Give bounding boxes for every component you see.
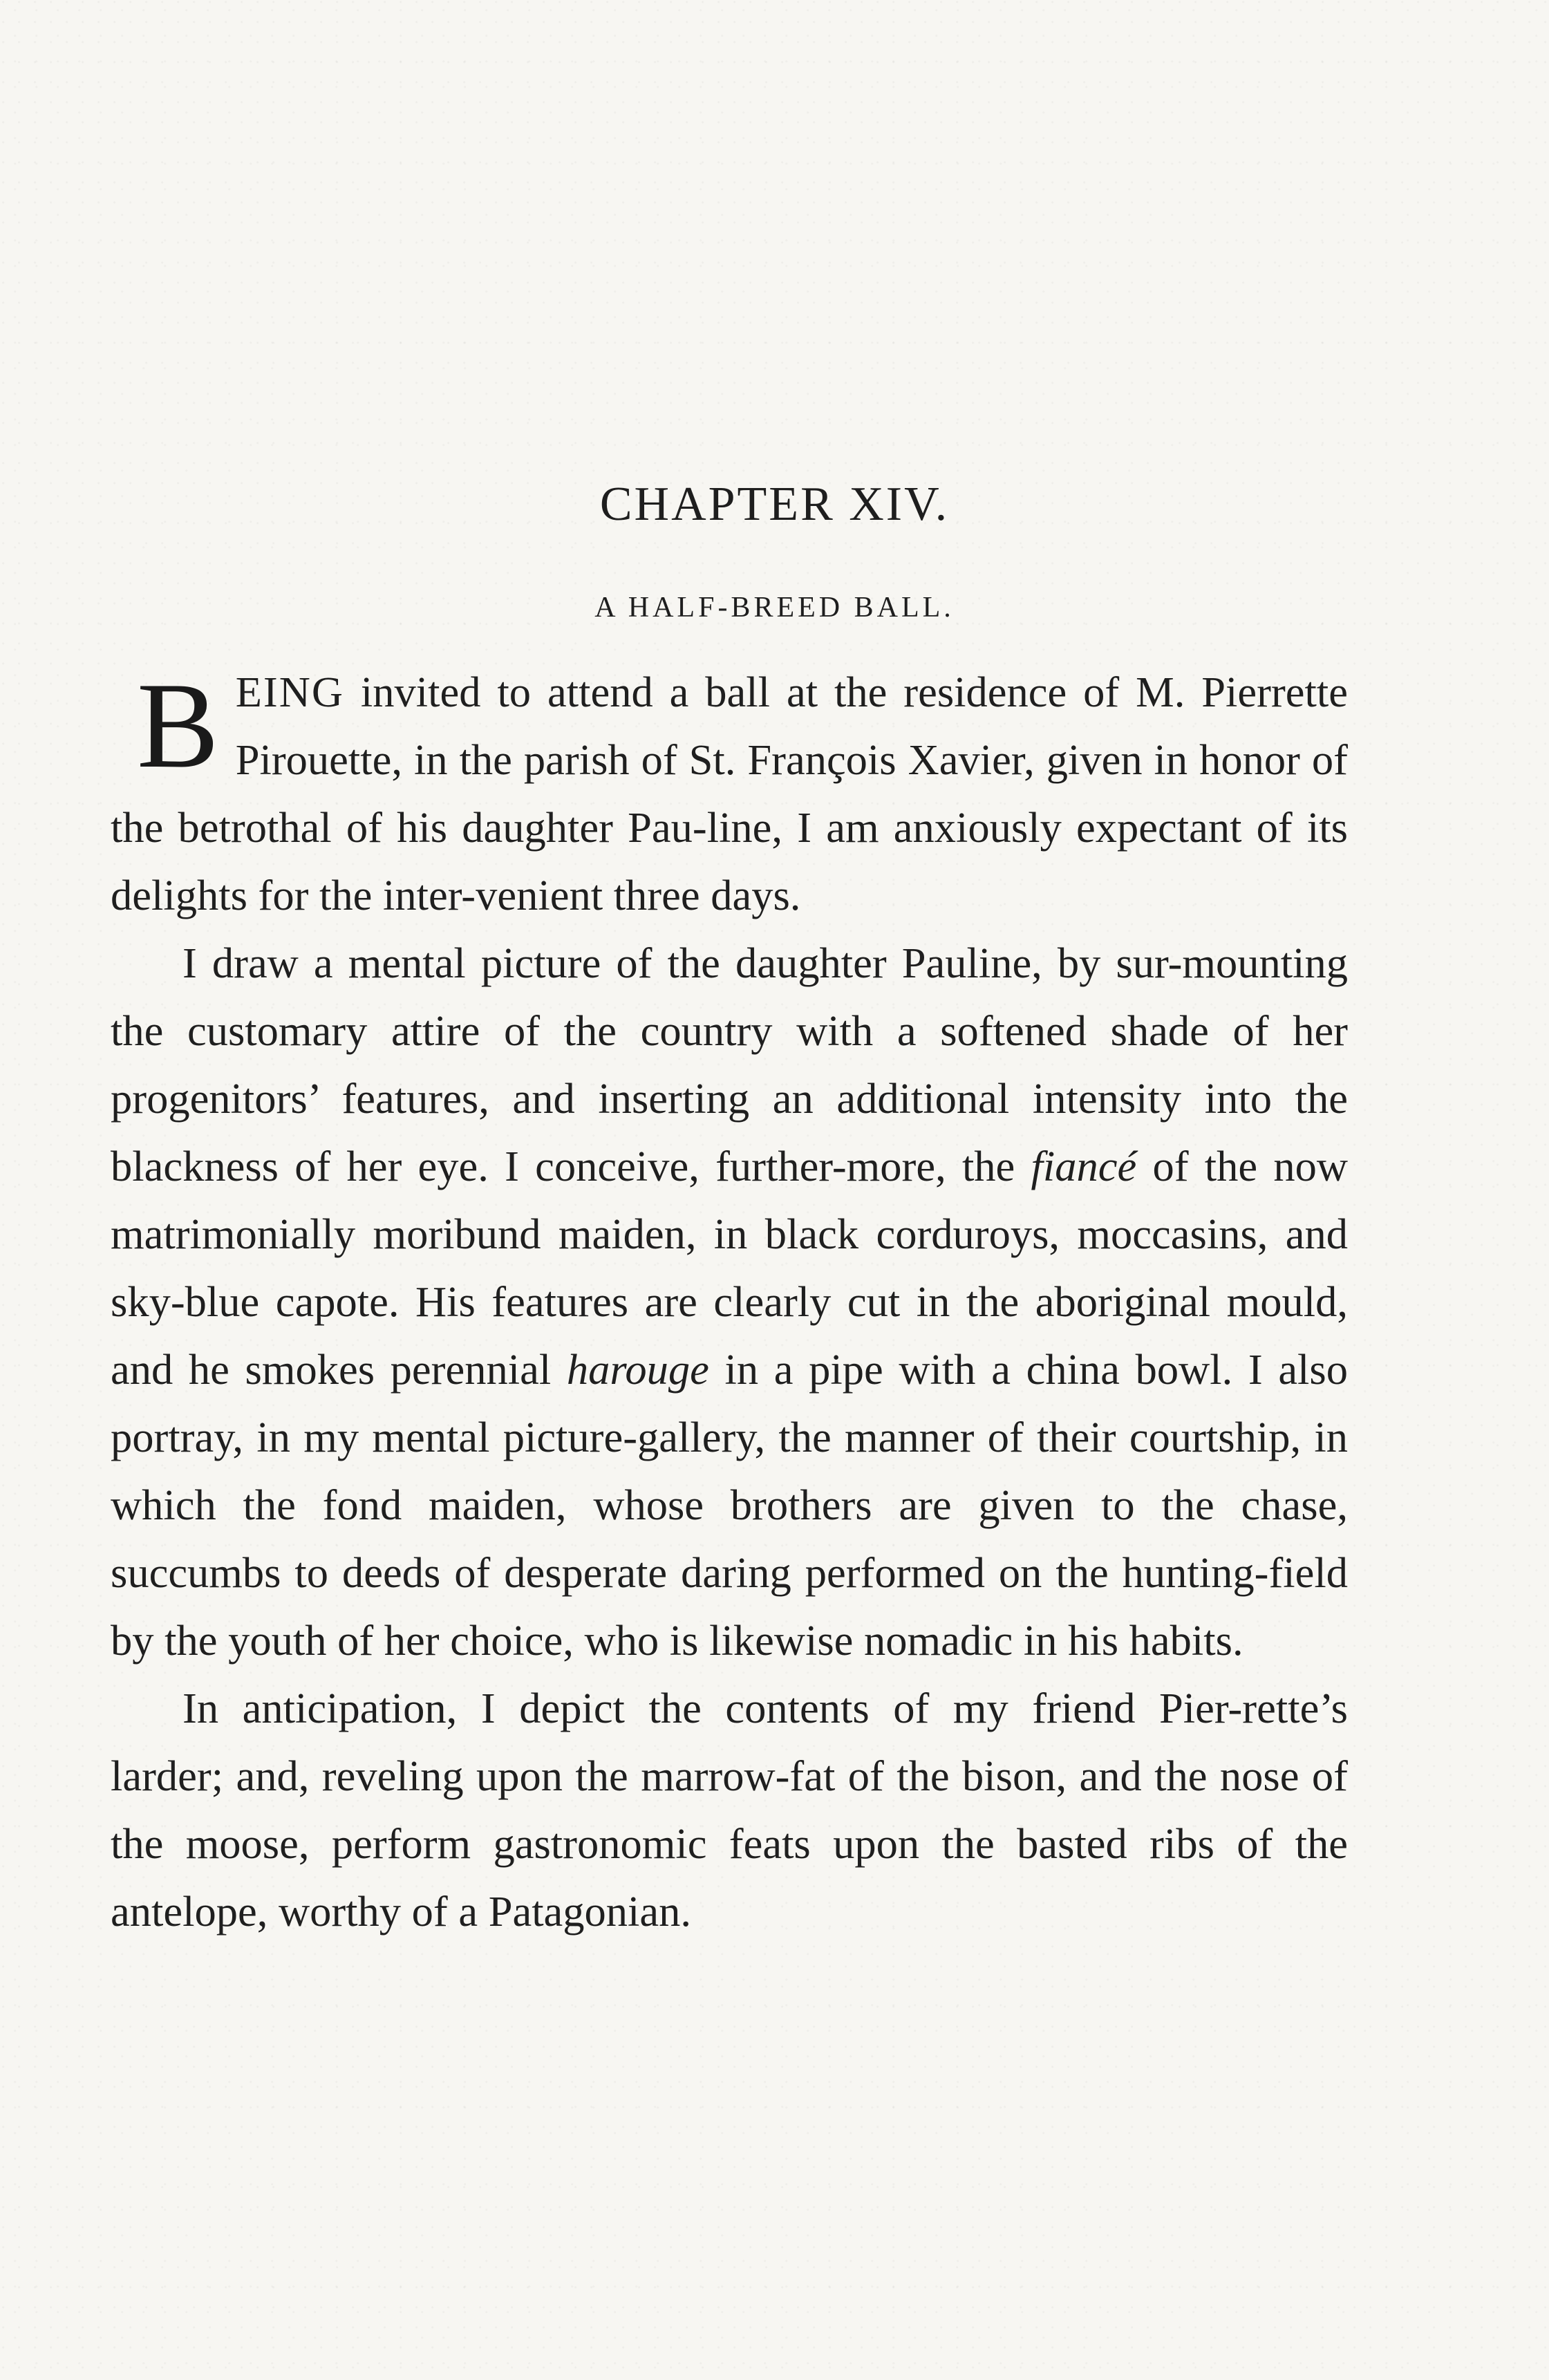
paragraph-3-text: In anticipation, I depict the contents of my friend Pier-rette’s larder; and, reveling upon the marrow-fat of the bison, and the nose of the moose, perform gastronomic feats upon the basted ribs of the antelope, worthy of a Patagonian. (111, 1684, 1348, 1936)
italic-word-fiance: fiancé (1031, 1142, 1137, 1190)
paragraph-1-text: invited to attend a ball at the residence of M. Pierrette Pirouette, in the parish of St. François Xavier, given in honor of the betrothal of his daughter Pau-line, I am anxiously expectant of its delights for the inter-venient three days. (111, 668, 1348, 919)
paragraph-2 (111, 929, 1348, 1674)
chapter-title: CHAPTER XIV. (599, 478, 950, 531)
opening-word-caps: EING (235, 668, 344, 716)
italic-word-harouge: harouge (566, 1345, 709, 1394)
paragraph-1 (111, 658, 1348, 929)
paragraph-3 (111, 1674, 1348, 1945)
paragraph-2-text-a: I draw a mental picture of the daughter Pauline, by sur-mounting the customary attire of the country with a softened shade of her progenitors’ features, and inserting an additional intensity into the blackness of her eye. I conceive, further-more, the (111, 939, 1348, 1190)
paragraph-2-text-c: in a pipe with a china bowl. I also portray, in my mental picture-gallery, the manner of their courtship, in which the fond maiden, whose brothers are given to the chase, succumbs to deeds of desperate daring performed on the hunting-field by the youth of her choice, who is likewise nomadic in his habits. (111, 1345, 1348, 1665)
paragraph-2-text-b: of the now matrimonially moribund maiden, in black corduroys, moccasins, and sky-blue capote. His features are clearly cut in the aboriginal mould, and he smokes perennial (111, 1142, 1348, 1394)
chapter-body (111, 658, 1348, 1945)
chapter-subtitle: A HALF-BREED BALL. (594, 592, 955, 624)
drop-cap: B (137, 657, 219, 794)
